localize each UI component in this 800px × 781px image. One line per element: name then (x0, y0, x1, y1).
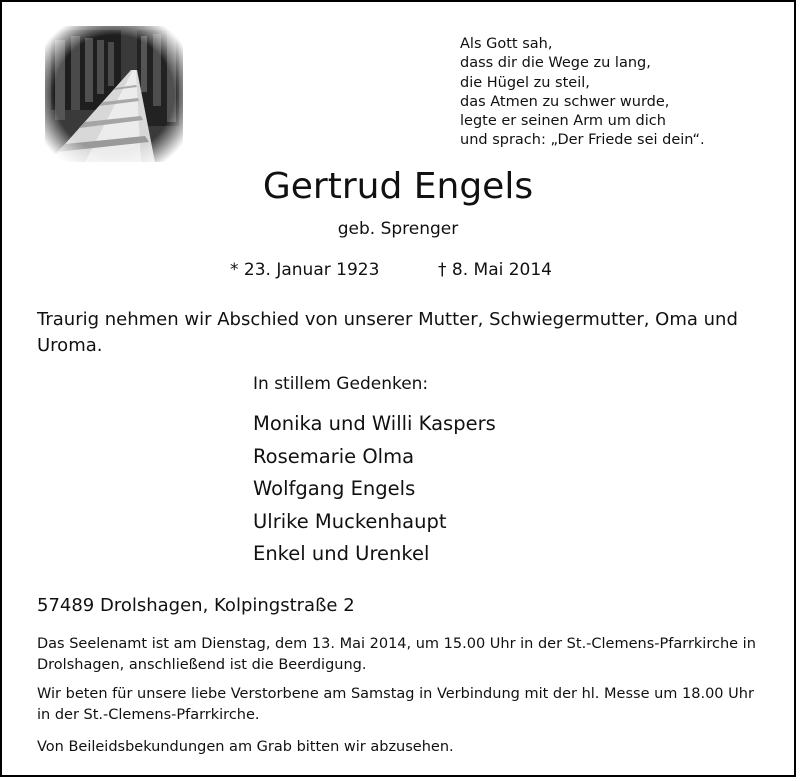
mourner-name: Ulrike Muckenhaupt (253, 509, 447, 533)
poem-line: dass dir die Wege zu lang, (460, 55, 651, 72)
funeral-service-notice: Das Seelenamt ist am Dienstag, dem 13. Mai 2014, um 15.00 Uhr in der St.-Clemens-Pfarrkirche in Drolshagen, anschließend ist die Beerdigung. (37, 636, 756, 673)
tree-lined-path-photo (45, 26, 183, 162)
mourner-name: Rosemarie Olma (253, 444, 415, 468)
mourners-list (253, 408, 496, 571)
poem-line: Als Gott sah, (460, 36, 553, 52)
memory-heading: In stillem Gedenken: (253, 374, 429, 394)
mourner-name: Enkel und Urenkel (253, 542, 430, 565)
mourner-name: Wolfgang Engels (253, 477, 416, 500)
birth-date: * 23. Januar 1923 (230, 260, 380, 280)
deceased-name: Gertrud Engels (262, 166, 534, 207)
mourner-name: Monika und Willi Kaspers (253, 412, 496, 435)
condolence-notice: Von Beileidsbekundungen am Grab bitten wir abzusehen. (37, 739, 454, 755)
poem (460, 35, 780, 151)
poem-line: und sprach: „Der Friede sei dein“. (460, 132, 705, 149)
mass-notice: Wir beten für unsere liebe Verstorbene am Samstag in Verbindung mit der hl. Messe um 18.00 Uhr in der St.-Clemens-Pfarrkirche. (37, 686, 754, 723)
poem-line: das Atmen zu schwer wurde, (460, 93, 670, 110)
maiden-name: geb. Sprenger (337, 219, 459, 239)
farewell-text: Traurig nehmen wir Abschied von unserer Mutter, Schwiegermutter, Oma und Uroma. (37, 309, 738, 356)
poem-line: die Hügel zu steil, (460, 74, 590, 91)
death-date: † 8. Mai 2014 (438, 260, 553, 280)
family-address: 57489 Drolshagen, Kolpingstraße 2 (37, 595, 355, 616)
poem-line: legte er seinen Arm um dich (460, 113, 666, 130)
